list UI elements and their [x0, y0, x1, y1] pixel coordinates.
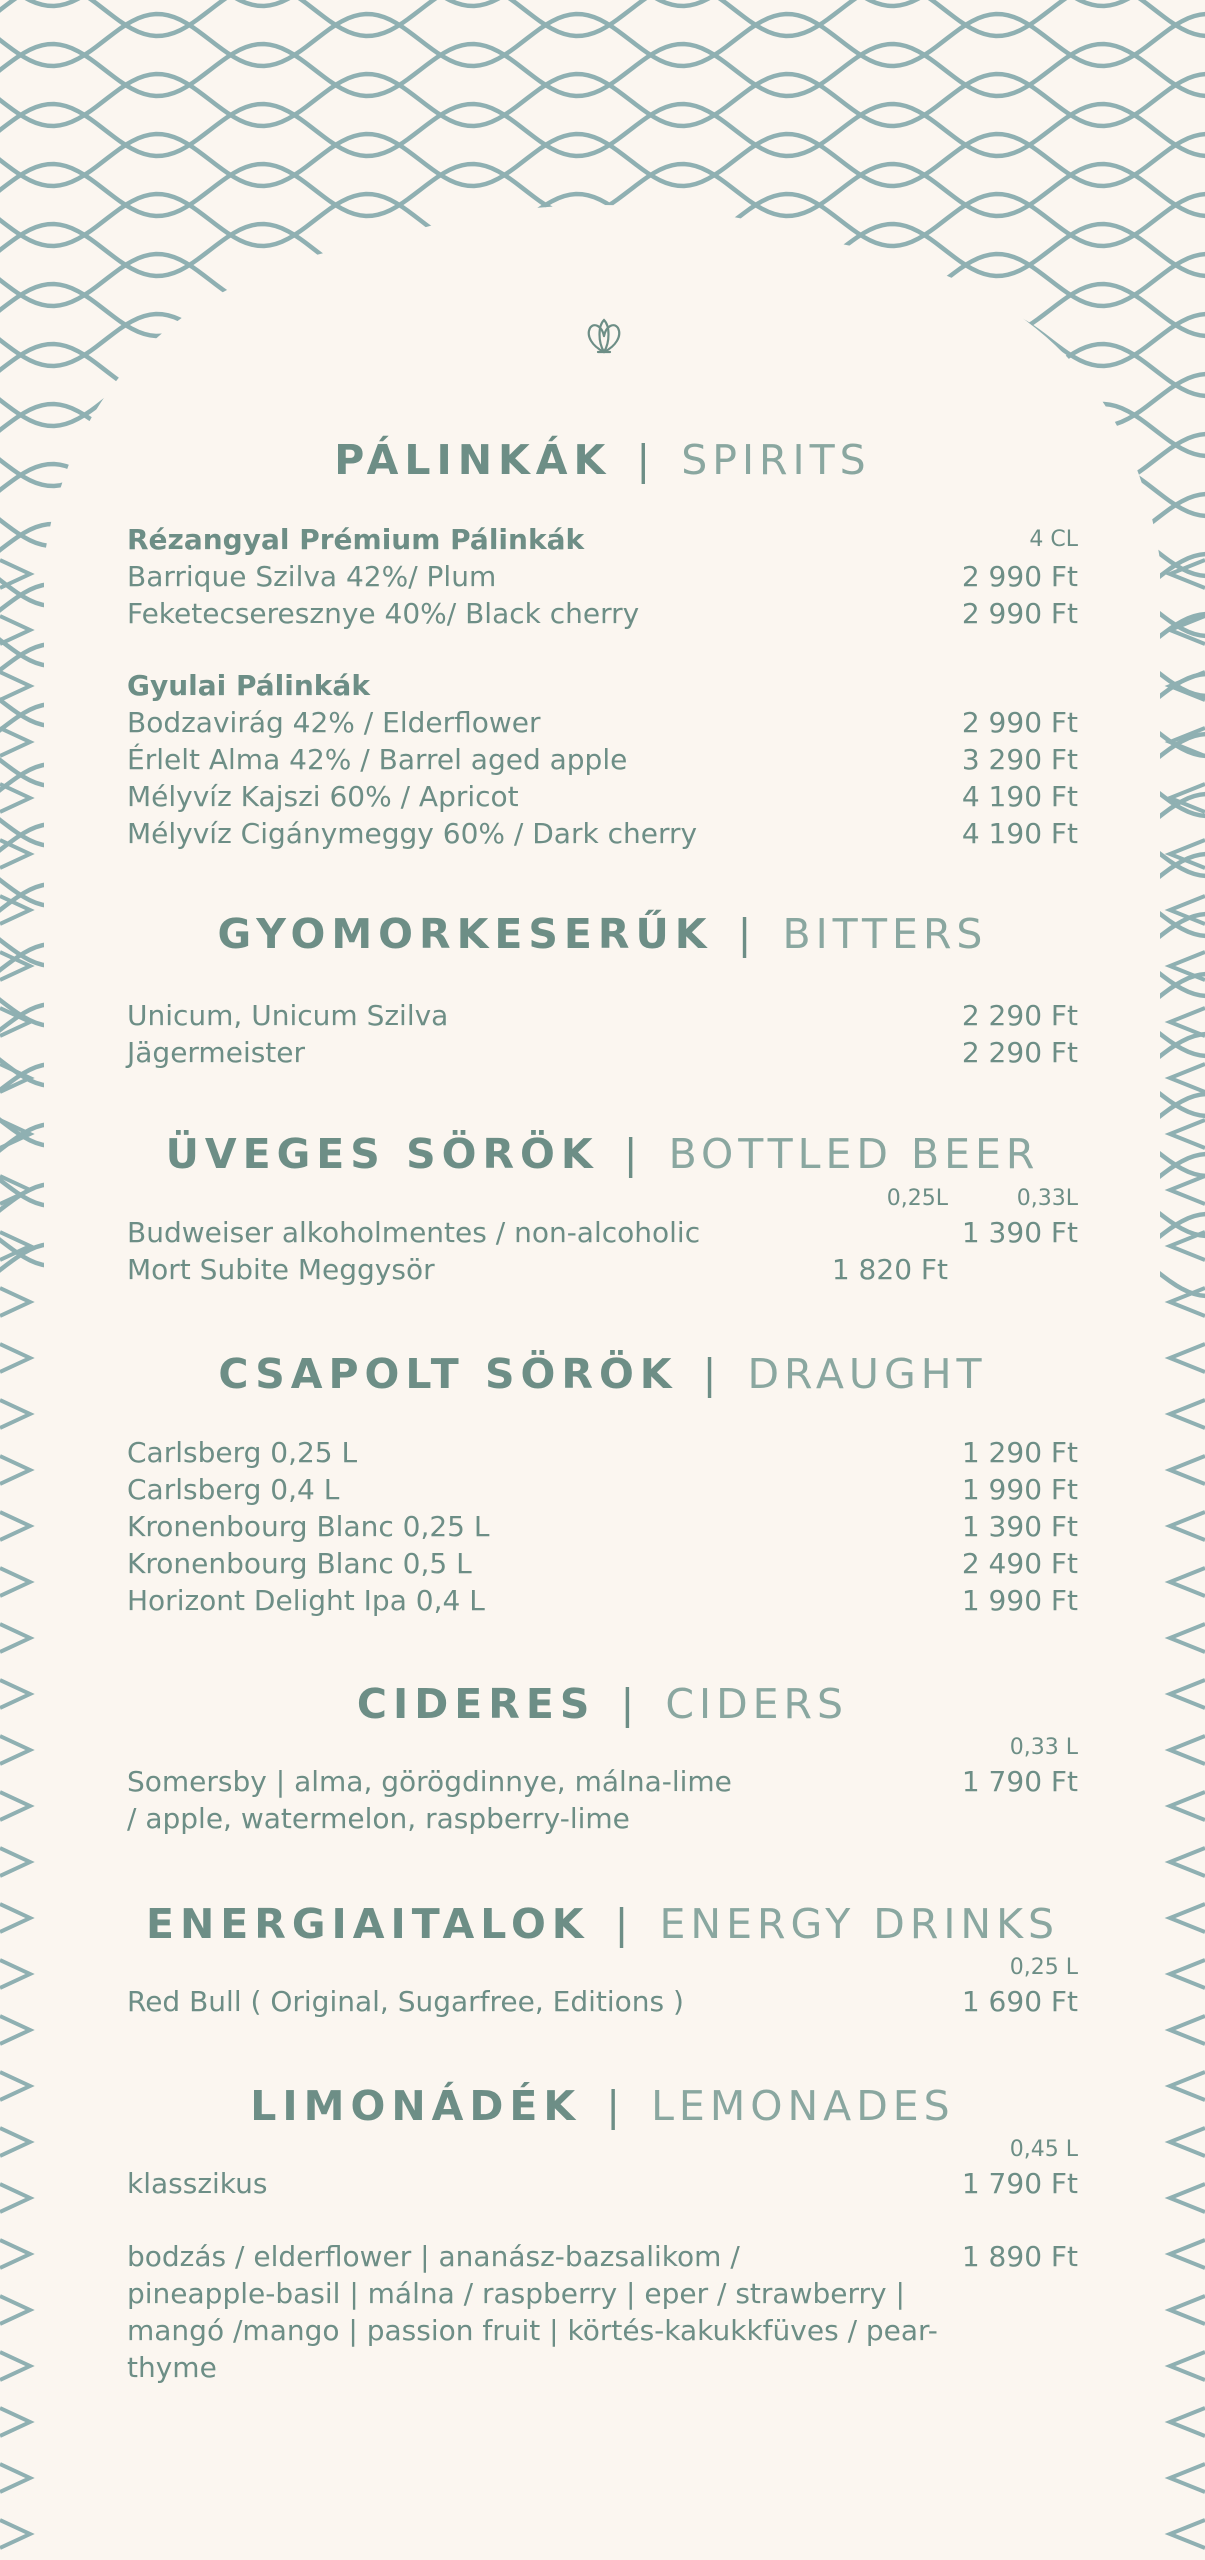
item-price: 2 990 Ft: [961, 706, 1078, 739]
energy-drinks-section: [127, 1900, 1078, 1948]
chevron-mark: [0, 616, 30, 644]
title-en: BITTERS: [782, 910, 988, 958]
chevron-mark: [0, 1120, 30, 1148]
chevron-mark: [1170, 2520, 1205, 2548]
wave-line: [0, 164, 1205, 216]
item-name: Red Bull ( Original, Sugarfree, Editions ): [127, 1985, 684, 2018]
bottled-beer-section: [127, 1130, 1078, 1178]
menu-item-continued: [127, 2349, 1078, 2386]
menu-item: [127, 1582, 1078, 1619]
chevron-mark: [1170, 1848, 1205, 1876]
chevron-mark: [1170, 1232, 1205, 1260]
item-price: 1 820 Ft: [831, 1253, 948, 1286]
title-hu: CSAPOLT SÖRÖK: [218, 1350, 678, 1398]
item-name: bodzás / elderflower | ananász-bazsalikom /: [127, 2240, 740, 2273]
item-name: klasszikus: [127, 2167, 268, 2200]
title-hu: GYOMORKESERŰK: [217, 910, 713, 958]
menu-item: [127, 2165, 1078, 2202]
item-price: 1 990 Ft: [961, 1584, 1078, 1617]
ciders-section: [127, 1680, 1078, 1728]
item-name-line2: pineapple-basil | málna / raspberry | eper / strawberry |: [127, 2277, 905, 2310]
chevron-mark: [0, 1904, 30, 1932]
item-name: Barrique Szilva 42%/ Plum: [127, 560, 497, 593]
bitters-section: [127, 910, 1078, 958]
title-hu: PÁLINKÁK: [334, 436, 612, 484]
unit-label: 0,25 L: [1009, 1955, 1078, 1980]
item-name: Carlsberg 0,25 L: [127, 1436, 358, 1469]
menu-item: [127, 1508, 1078, 1545]
energy-drinks-items: [127, 1953, 1078, 2020]
item-name-line2: / apple, watermelon, raspberry-lime: [127, 1802, 630, 1835]
chevron-mark: [0, 728, 30, 756]
title-en: DRAUGHT: [747, 1350, 987, 1398]
chevron-mark: [0, 1512, 30, 1540]
unit-label: 0,45 L: [1009, 2137, 1078, 2162]
wave-line: [0, 104, 1205, 156]
menu-item: [127, 1763, 1078, 1800]
menu-item-continued: [127, 2275, 1078, 2312]
chevron-mark: [0, 2408, 30, 2436]
chevron-mark: [1170, 1008, 1205, 1036]
chevron-mark: [1170, 1400, 1205, 1428]
item-name: Somersby | alma, görögdinnye, málna-lime: [127, 1765, 732, 1798]
chevron-mark: [1170, 1344, 1205, 1372]
item-price: 2 990 Ft: [961, 560, 1078, 593]
title-en: LEMONADES: [651, 2082, 955, 2130]
chevron-mark: [0, 1288, 30, 1316]
wave-line: [0, 194, 1205, 246]
unit-label: 0,33L: [1016, 1186, 1078, 1211]
group-header: [127, 521, 1078, 558]
item-name: Budweiser alkoholmentes / non-alcoholic: [127, 1216, 701, 1249]
unit-header: [127, 1953, 1078, 1983]
chevron-mark: [0, 2128, 30, 2156]
draught-items: [127, 1434, 1078, 1619]
chevron-mark: [1170, 1512, 1205, 1540]
chevron-mark: [0, 2184, 30, 2212]
section-title-ciders: [127, 1680, 1078, 1728]
chevron-mark: [1170, 1568, 1205, 1596]
title-separator: |: [623, 1130, 644, 1178]
title-hu: ÜVEGES SÖRÖK: [165, 1130, 599, 1178]
chevron-mark: [0, 1344, 30, 1372]
title-separator: |: [620, 1680, 641, 1728]
item-name: Feketecseresznye 40%/ Black cherry: [127, 597, 640, 630]
chevron-mark: [0, 1456, 30, 1484]
menu-item: [127, 815, 1078, 852]
item-price: 2 290 Ft: [961, 1036, 1078, 1069]
title-separator: |: [606, 2082, 627, 2130]
chevron-mark: [1170, 2072, 1205, 2100]
chevron-mark: [0, 1680, 30, 1708]
item-price: 2 490 Ft: [961, 1547, 1078, 1580]
item-price: 1 390 Ft: [961, 1216, 1078, 1249]
item-name: Mélyvíz Kajszi 60% / Apricot: [127, 780, 519, 813]
wave-line: [0, 224, 1205, 276]
chevron-mark: [1170, 1680, 1205, 1708]
item-name: Kronenbourg Blanc 0,25 L: [127, 1510, 490, 1543]
unit-label: 0,25L: [886, 1186, 948, 1211]
item-price: 2 290 Ft: [961, 999, 1078, 1032]
spirits-group-gyulai: [127, 667, 1078, 852]
menu-item: [127, 1034, 1078, 1071]
item-price: 1 390 Ft: [961, 1510, 1078, 1543]
item-name: Bodzavirág 42% / Elderflower: [127, 706, 541, 739]
chevron-mark: [0, 1624, 30, 1652]
chevron-mark: [1170, 2352, 1205, 2380]
wave-line: [0, 1064, 1205, 1116]
menu-item: [127, 2238, 1078, 2275]
unit-label: 0,33 L: [1009, 1735, 1078, 1760]
chevron-mark: [0, 2072, 30, 2100]
title-en: BOTTLED BEER: [668, 1130, 1040, 1178]
chevron-mark: [0, 784, 30, 812]
item-price: 4 190 Ft: [961, 780, 1078, 813]
chevron-mark: [0, 2240, 30, 2268]
title-separator: |: [702, 1350, 723, 1398]
lemonades-section: [127, 2082, 1078, 2130]
wave-line: [0, 374, 1205, 426]
title-separator: |: [737, 910, 758, 958]
wave-line: [0, 14, 1205, 66]
item-name: Jägermeister: [127, 1036, 306, 1069]
item-name: Kronenbourg Blanc 0,5 L: [127, 1547, 472, 1580]
item-name-line4: thyme: [127, 2351, 217, 2384]
menu-item: [127, 558, 1078, 595]
lemonades-items: [127, 2135, 1078, 2386]
menu-item-continued: [127, 2312, 1078, 2349]
group-title: Rézangyal Prémium Pálinkák: [127, 523, 585, 556]
section-title-bottled-beer: [127, 1130, 1078, 1178]
chevron-mark: [1170, 1624, 1205, 1652]
chevron-mark: [1170, 1792, 1205, 1820]
chevron-mark: [0, 1400, 30, 1428]
menu-item-continued: [127, 1800, 1078, 1837]
chevron-mark: [0, 1960, 30, 1988]
chevron-mark: [0, 2016, 30, 2044]
chevron-mark: [1170, 1064, 1205, 1092]
wave-line: [0, 254, 1205, 306]
item-name-line3: mangó /mango | passion fruit | körtés-kakukkfüves / pear-: [127, 2314, 938, 2347]
section-title-lemonades: [127, 2082, 1078, 2130]
title-hu: ENERGIAITALOK: [145, 1900, 590, 1948]
title-en: CIDERS: [665, 1680, 849, 1728]
item-price: 1 790 Ft: [961, 1765, 1078, 1798]
bottled-beer-items: [127, 1184, 1078, 1288]
chevron-mark: [1170, 2128, 1205, 2156]
wave-line: [0, 854, 1205, 906]
bitters-items: [127, 997, 1078, 1071]
wave-line: [0, 74, 1205, 126]
chevron-mark: [1170, 2296, 1205, 2324]
wave-line: [0, 134, 1205, 186]
item-name: Carlsberg 0,4 L: [127, 1473, 340, 1506]
chevron-mark: [0, 2520, 30, 2548]
menu-item: [127, 1545, 1078, 1582]
menu-item: [127, 741, 1078, 778]
chevron-mark: [1170, 1736, 1205, 1764]
item-name: Mélyvíz Cigánymeggy 60% / Dark cherry: [127, 817, 698, 850]
chevron-mark: [1170, 1904, 1205, 1932]
item-price: 1 290 Ft: [961, 1436, 1078, 1469]
group-title: Gyulai Pálinkák: [127, 669, 370, 702]
title-en: ENERGY DRINKS: [659, 1900, 1060, 1948]
item-name: Mort Subite Meggysör: [127, 1253, 435, 1286]
chevron-mark: [1170, 1960, 1205, 1988]
menu-item: [127, 1251, 1078, 1288]
title-en: SPIRITS: [681, 436, 871, 484]
section-title-spirits: [127, 436, 1078, 484]
section-title-draught: [127, 1350, 1078, 1398]
item-name: Unicum, Unicum Szilva: [127, 999, 449, 1032]
unit-header: [127, 1733, 1078, 1763]
chevron-mark: [0, 840, 30, 868]
menu-item: [127, 1434, 1078, 1471]
ciders-items: [127, 1733, 1078, 1837]
menu-item: [127, 595, 1078, 632]
title-hu: CIDERES: [356, 1680, 596, 1728]
chevron-mark: [0, 1792, 30, 1820]
wave-line: [0, 44, 1205, 96]
title-separator: |: [614, 1900, 635, 1948]
menu-item: [127, 778, 1078, 815]
chevron-mark: [1170, 2240, 1205, 2268]
spirits-group-rezangyal: [127, 521, 1078, 632]
item-price: 2 990 Ft: [961, 597, 1078, 630]
chevron-mark: [1170, 952, 1205, 980]
menu-item: [127, 704, 1078, 741]
title-hu: LIMONÁDÉK: [250, 2082, 582, 2130]
menu-item: [127, 1983, 1078, 2020]
item-price: 1 790 Ft: [961, 2167, 1078, 2200]
chevron-mark: [0, 672, 30, 700]
chevron-mark: [1170, 2464, 1205, 2492]
title-separator: |: [636, 436, 657, 484]
chevron-mark: [0, 2296, 30, 2324]
menu-item: [127, 997, 1078, 1034]
chevron-mark: [1170, 2184, 1205, 2212]
chevron-mark: [1170, 1120, 1205, 1148]
chevron-mark: [0, 1568, 30, 1596]
section-title-energy-drinks: [127, 1900, 1078, 1948]
chevron-mark: [1170, 1176, 1205, 1204]
menu-item: [127, 1214, 1078, 1251]
section-title-bitters: [127, 910, 1078, 958]
item-price: 4 190 Ft: [961, 817, 1078, 850]
chevron-mark: [0, 1848, 30, 1876]
chevron-mark: [1170, 1456, 1205, 1484]
chevron-mark: [0, 2464, 30, 2492]
menu-item: [127, 1471, 1078, 1508]
item-name: Horizont Delight Ipa 0,4 L: [127, 1584, 485, 1617]
chevron-mark: [0, 560, 30, 588]
chevron-mark: [1170, 2016, 1205, 2044]
group-header: [127, 667, 1078, 704]
item-price: 1 890 Ft: [961, 2240, 1078, 2273]
unit-label: 4 CL: [1029, 527, 1078, 552]
chevron-mark: [1170, 2408, 1205, 2436]
shell-icon: [582, 316, 626, 356]
item-name: Érlelt Alma 42% / Barrel aged apple: [127, 743, 628, 776]
item-price: 1 690 Ft: [961, 1985, 1078, 2018]
spirits-section: [127, 436, 1078, 484]
wave-line: [0, 0, 1205, 6]
chevron-mark: [0, 1736, 30, 1764]
unit-header: [127, 1184, 1078, 1214]
unit-header: [127, 2135, 1078, 2165]
item-price: 1 990 Ft: [961, 1473, 1078, 1506]
chevron-mark: [0, 2352, 30, 2380]
draught-section: [127, 1350, 1078, 1398]
item-price: 3 290 Ft: [961, 743, 1078, 776]
